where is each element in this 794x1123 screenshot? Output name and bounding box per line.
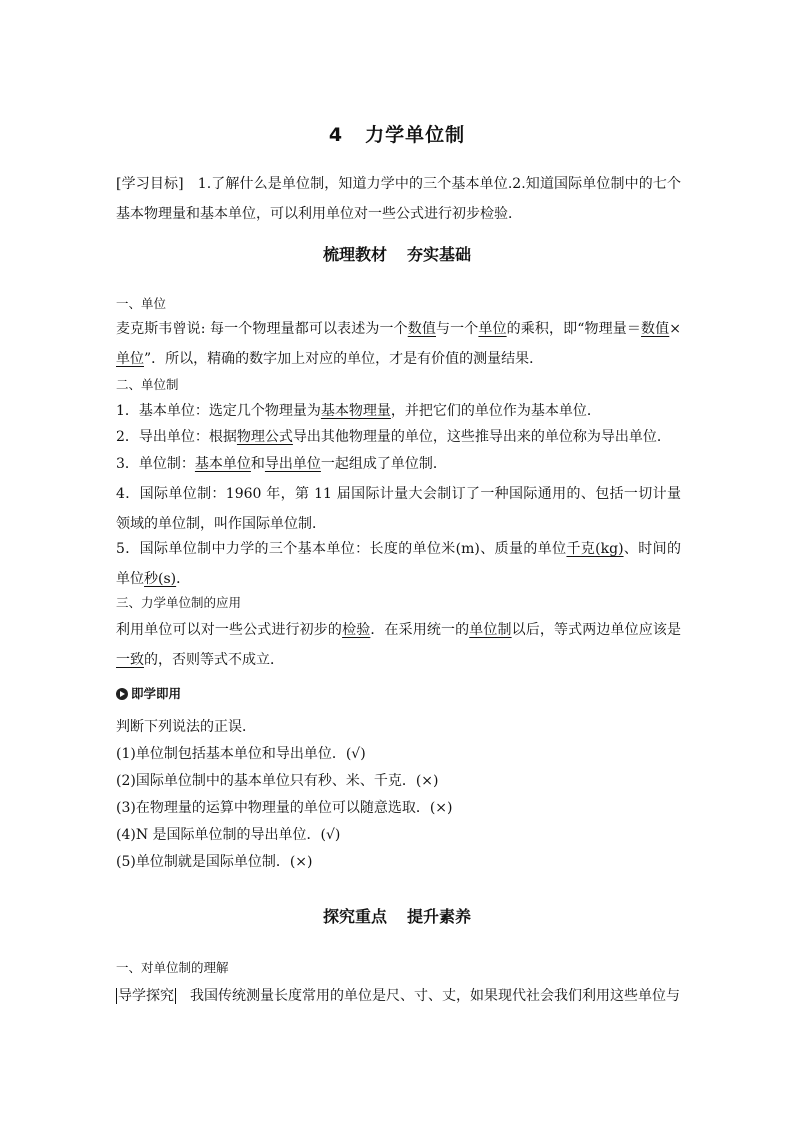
play-circle-icon bbox=[116, 688, 128, 700]
application-blank-1: 检验 bbox=[342, 622, 371, 638]
chapter-title: 力学单位制 bbox=[365, 124, 466, 146]
system-item-1-blank: 基本物理量 bbox=[320, 403, 391, 419]
system-item-5-text-c: ． bbox=[176, 571, 191, 587]
system-item-3-text-c: 一起组成了单位制． bbox=[320, 456, 447, 472]
system-item-1 bbox=[116, 400, 681, 422]
unit-text-3: 的乘积，即“物理量＝ bbox=[506, 321, 642, 337]
practice-heading-text: 即学即用 bbox=[131, 686, 182, 701]
guided-inquiry-tag: 导学探究 bbox=[118, 988, 174, 1004]
system-item-5-text-b: 、时间的单位 bbox=[116, 541, 682, 587]
practice-item-3: (3)在物理量的运算中物理量的单位可以随意选取．(×) bbox=[116, 800, 453, 816]
understanding-paragraph bbox=[116, 985, 681, 1007]
system-item-5-text-a: 5．国际单位制中力学的三个基本单位：长度的单位米(m)、质量的单位 bbox=[116, 541, 567, 557]
practice-item-5: (5)单位制就是国际单位制．(×) bbox=[116, 854, 313, 870]
section-2-part-b: 提升素养 bbox=[407, 907, 472, 926]
system-item-1-text-a: 1．基本单位：选定几个物理量为 bbox=[116, 403, 321, 419]
section-1-part-a: 梳理教材 bbox=[322, 245, 387, 264]
goals-tag: [学习目标] bbox=[116, 176, 184, 192]
heading-unit: 一、单位 bbox=[116, 296, 167, 311]
system-item-3-blank-1: 基本单位 bbox=[194, 456, 251, 472]
system-item-2 bbox=[116, 426, 681, 448]
unit-paragraph bbox=[116, 314, 681, 374]
application-blank-3: 一致 bbox=[116, 652, 144, 668]
section-heading-1 bbox=[0, 242, 794, 265]
application-text-2: ．在采用统一的 bbox=[370, 622, 470, 638]
page-title bbox=[0, 120, 794, 147]
practice-item-2: (2)国际单位制中的基本单位只有秒、米、千克．(×) bbox=[116, 773, 439, 789]
heading-practice bbox=[116, 684, 181, 702]
unit-blank-3: 数值 bbox=[641, 321, 670, 337]
practice-item-4: (4)N 是国际单位制的导出单位．(√) bbox=[116, 827, 341, 843]
system-item-5-blank-2: 秒(s) bbox=[144, 571, 177, 587]
chapter-number: 4 bbox=[328, 124, 344, 146]
system-item-4: 4．国际单位制：1960 年，第 11 届国际计量大会制订了一种国际通用的、包括一切计量领域的单位制，叫作国际单位制． bbox=[116, 486, 681, 532]
system-item-2-text-a: 2．导出单位：根据 bbox=[116, 429, 237, 445]
system-item-5-blank-1: 千克(kg) bbox=[566, 541, 624, 557]
application-blank-2: 单位制 bbox=[469, 622, 512, 638]
unit-text-5: ”．所以，精确的数字加上对应的单位，才是有价值的测量结果． bbox=[144, 351, 544, 367]
goals-text: 1.了解什么是单位制，知道力学中的三个基本单位.2.知道国际单位制中的七个基本物理量和基本单位，可以利用单位对一些公式进行初步检验． bbox=[116, 176, 681, 222]
practice-item-1: (1)单位制包括基本单位和导出单位．(√) bbox=[116, 746, 366, 762]
system-item-2-text-b: 导出其他物理量的单位，这些推导出来的单位称为导出单位． bbox=[292, 429, 671, 445]
heading-system: 二、单位制 bbox=[116, 377, 179, 392]
section-heading-2 bbox=[0, 904, 794, 927]
heading-application: 三、力学单位制的应用 bbox=[116, 595, 242, 610]
system-item-3-text-a: 3．单位制： bbox=[116, 456, 195, 472]
application-text-4: 的，否则等式不成立． bbox=[144, 652, 284, 668]
system-item-1-text-b: ，并把它们的单位作为基本单位． bbox=[390, 403, 601, 419]
unit-blank-4: 单位 bbox=[116, 351, 144, 367]
system-item-3-text-b: 和 bbox=[250, 456, 265, 472]
unit-text-4: × bbox=[669, 321, 681, 337]
unit-blank-1: 数值 bbox=[407, 321, 436, 337]
section-2-part-a: 探究重点 bbox=[322, 907, 387, 926]
system-item-3 bbox=[116, 453, 681, 475]
unit-text-1: 麦克斯韦曾说: 每一个物理量都可以表述为一个 bbox=[116, 321, 408, 337]
unit-blank-2: 单位 bbox=[478, 321, 507, 337]
application-paragraph bbox=[116, 615, 681, 675]
application-text-1: 利用单位可以对一些公式进行初步的 bbox=[116, 622, 343, 638]
system-item-2-blank: 物理公式 bbox=[236, 429, 293, 445]
heading-understanding: 一、对单位制的理解 bbox=[116, 960, 229, 975]
understanding-text: 我国传统测量长度常用的单位是尺、寸、丈，如果现代社会我们利用这些单位与 bbox=[190, 988, 680, 1004]
application-text-3: 以后，等式两边单位应该是 bbox=[511, 622, 682, 638]
unit-text-2: 与一个 bbox=[436, 321, 479, 337]
practice-intro: 判断下列说法的正误． bbox=[116, 719, 256, 735]
learning-goals bbox=[116, 169, 681, 229]
section-1-part-b: 夯实基础 bbox=[407, 245, 472, 264]
system-item-3-blank-2: 导出单位 bbox=[264, 456, 321, 472]
system-item-5 bbox=[116, 534, 681, 594]
